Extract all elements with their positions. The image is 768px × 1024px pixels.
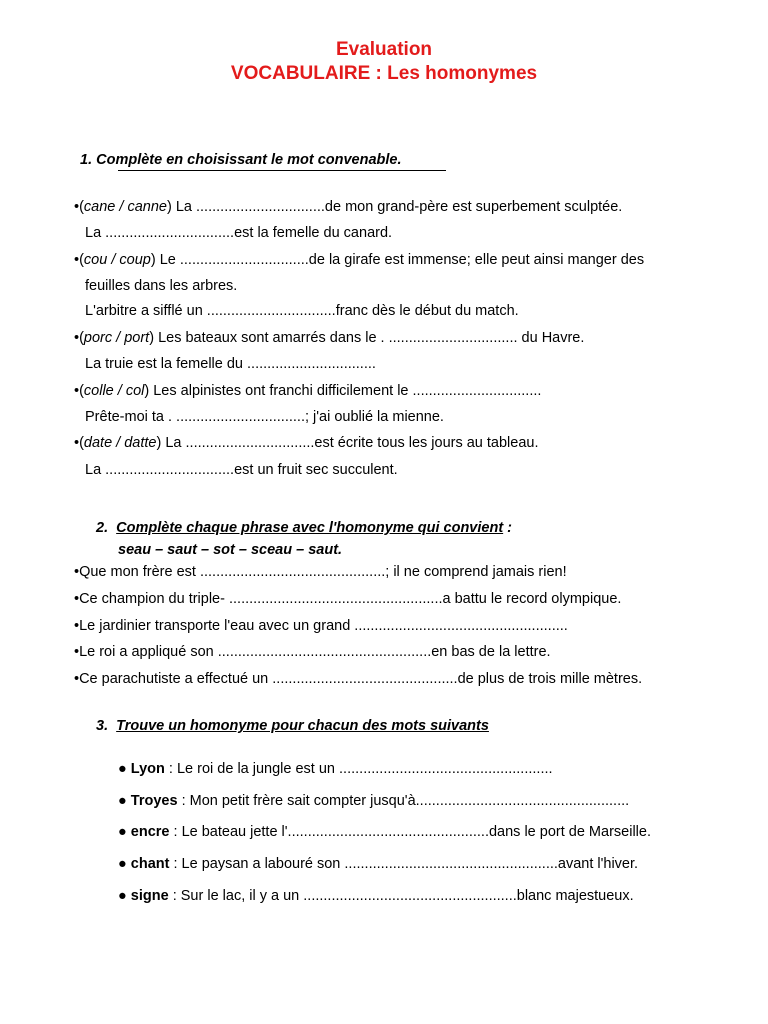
- section1-heading-text: Complète en choisissant le mot convenable.: [96, 152, 402, 168]
- s1-item1-line2: La ................................est la femelle du canard.: [85, 225, 393, 241]
- bullet: •: [74, 435, 80, 451]
- s3-sentence: : Le bateau jette l'..................................................dans le port de Marseille.: [169, 824, 651, 840]
- sentence: La ................................est écrite tous les jours au tableau.: [161, 435, 539, 451]
- section3-number: 3.: [96, 718, 109, 734]
- sentence: Les alpinistes ont franchi difficilement le ................................: [149, 383, 542, 399]
- section2-colon: :: [503, 520, 513, 536]
- s3-word: encre: [130, 824, 170, 840]
- s2-sentence-5: •Ce parachutiste a effectué un ..............................................de plus de trois mille mètres.: [74, 671, 643, 687]
- s3-sentence: : Sur le lac, il y a un .....................................................blanc majestueux.: [168, 888, 634, 904]
- s1-item4-line1: •(colle / col) Les alpinistes ont franchi difficilement le ................................: [74, 383, 542, 399]
- section1-heading-underline: [118, 170, 446, 171]
- s1-item2-line1b: feuilles dans les arbres.: [85, 278, 238, 294]
- bullet-icon: ●: [118, 793, 127, 809]
- section1-number: 1.: [80, 152, 93, 168]
- choice: porc / port: [83, 330, 150, 346]
- bullet-icon: ●: [118, 761, 127, 777]
- sentence: Les bateaux sont amarrés dans le . ................................ du Havre.: [154, 330, 585, 346]
- s2-sentence-2: •Ce champion du triple- .....................................................a battu le record olympique.: [74, 591, 622, 607]
- s3-sentence: : Le paysan a labouré son .....................................................avant l'hiver.: [169, 856, 639, 872]
- choice: cou / coup: [83, 252, 151, 268]
- choice: cane / canne: [83, 199, 167, 215]
- s2-sentence-4: •Le roi a appliqué son .....................................................en bas de la lettre.: [74, 644, 551, 660]
- s3-item-2: [118, 792, 629, 810]
- s3-word: chant: [130, 856, 170, 872]
- s1-item2-line1: •(cou / coup) Le ................................de la girafe est immense; elle peut ainsi manger des: [74, 252, 645, 268]
- bullet-icon: ●: [118, 824, 127, 840]
- s1-item2-line2: L'arbitre a sifflé un ................................franc dès le début du match.: [85, 303, 519, 319]
- section3-heading: [96, 717, 489, 735]
- section2-number: 2.: [96, 520, 109, 536]
- s3-word: signe: [130, 888, 169, 904]
- s1-item1-line1: •(cane / canne) La ................................de mon grand-père est superbement sculptée.: [74, 199, 623, 215]
- s1-item5-line2: La ................................est un fruit sec succulent.: [85, 462, 398, 478]
- s2-sentence-3: •Le jardinier transporte l'eau avec un grand .....................................................: [74, 618, 568, 634]
- page-subtitle: VOCABULAIRE : Les homonymes: [230, 63, 538, 84]
- s3-item-1: [118, 760, 553, 778]
- s3-word: Troyes: [130, 793, 178, 809]
- s3-sentence: : Le roi de la jungle est un .....................................................: [164, 761, 553, 777]
- s3-word: Lyon: [130, 761, 165, 777]
- s1-item4-line2: Prête-moi ta . ................................; j'ai oublié la mienne.: [85, 409, 444, 425]
- s1-item3-line1: •(porc / port) Les bateaux sont amarrés dans le . ................................ du Havre.: [74, 330, 585, 346]
- choice: date / datte: [83, 435, 157, 451]
- section3-heading-text: Trouve un homonyme pour chacun des mots suivants: [116, 718, 489, 734]
- sentence: Le ................................de la girafe est immense; elle peut ainsi manger des: [155, 252, 645, 268]
- bullet: •: [74, 252, 80, 268]
- bullet-icon: ●: [118, 888, 127, 904]
- s3-sentence: : Mon petit frère sait compter jusqu'à.....................................................: [177, 793, 630, 809]
- s3-item-3: [118, 823, 651, 841]
- choice: colle / col: [83, 383, 145, 399]
- sentence: La ................................de mon grand-père est superbement sculptée.: [171, 199, 623, 215]
- bullet-icon: ●: [118, 856, 127, 872]
- bullet: •: [74, 199, 80, 215]
- page-title: Evaluation: [335, 39, 433, 60]
- bullet: •: [74, 383, 80, 399]
- section1-heading: [80, 151, 402, 169]
- s1-item3-line2: La truie est la femelle du ................................: [85, 356, 376, 372]
- s1-item5-line1: •(date / datte) La ................................est écrite tous les jours au tableau.: [74, 435, 539, 451]
- bullet: •: [74, 330, 80, 346]
- section2-heading-text: Complète chaque phrase avec l'homonyme qui convient: [116, 520, 504, 536]
- s2-sentence-1: •Que mon frère est ..............................................; il ne comprend jamais rien!: [74, 564, 567, 580]
- section2-word-list: seau – saut – sot – sceau – saut.: [118, 542, 343, 558]
- s3-item-5: [118, 887, 634, 905]
- s3-item-4: [118, 855, 638, 873]
- section2-heading: [96, 519, 512, 537]
